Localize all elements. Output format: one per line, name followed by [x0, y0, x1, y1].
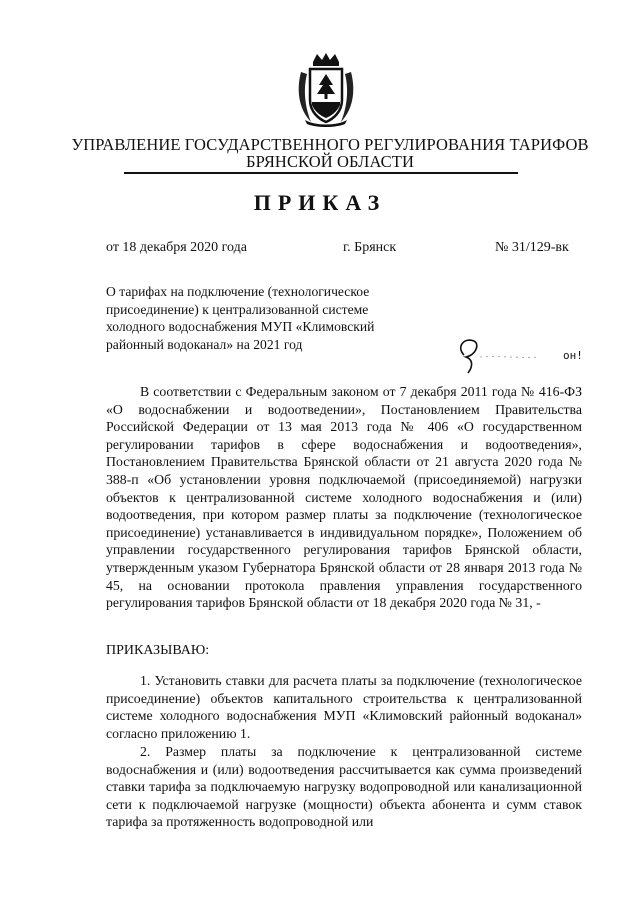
document-city: г. Брянск: [343, 240, 397, 255]
order-heading: ПРИКАЗЫВАЮ:: [106, 643, 210, 658]
header-divider: [124, 172, 518, 174]
organization-name-line1: УПРАВЛЕНИЕ ГОСУДАРСТВЕННОГО РЕГУЛИРОВАНИЯ ТАРИФОВ: [71, 135, 589, 154]
document-date: от 18 декабря 2020 года: [106, 240, 247, 255]
organization-name-line2: БРЯНСКОЙ ОБЛАСТИ: [246, 152, 414, 171]
document-subject: О тарифах на подключение (технологическое присоединение) к централизованной системе холодного водоснабжения МУП «Климовский районный водоканал» на 2021 год: [106, 284, 375, 352]
preamble-paragraph: [106, 383, 582, 612]
document-number: № 31/129-вк: [495, 240, 569, 255]
order-item-1: [106, 672, 582, 742]
document-title: ПРИКАЗ: [253, 190, 387, 215]
signature-note: он!: [563, 349, 583, 362]
preamble-text: В соответствии с Федеральным законом от 7 декабря 2011 года № 416-ФЗ «О водоснабжении и водоотведении», Постановлением Правительства Российской Федерации от 13 мая 2013 года № 406 «О государственном регулировании тарифов в сфере водоснабжения и водоотведения», Постановлением Правительства Брянской области от 21 августа 2020 года № 388-п «Об установлении уровня подключаемой (присоединяемой) нагрузки объектов к централизованной системе холодного водоснабжения и (или) водоотведения, при котором размер платы за подключение (технологическое присоединение) устанавливается в индивидуальном порядке», Положением об управлении государственного регулирования тарифов Брянской области, утвержденным указом Губернатора Брянской области от 28 января 2013 года № 45, на основании протокола правления управления государственного регулирования тарифов Брянской области от 18 декабря 2020 года № 31, -: [106, 384, 582, 611]
order-item-text: 2. Размер платы за подключение к централизованной системе водоснабжения и (или) водоотведения рассчитывается как сумма произведений ставки тарифа за подключаемую нагрузку водопроводной или канализационной сети к подключаемой нагрузке (мощности) объекта абонента и сумм ставок тарифа за протяженность водопроводной или: [106, 744, 582, 830]
order-item-2: [106, 743, 582, 831]
coat-of-arms-icon: [295, 52, 357, 128]
order-item-text: 1. Установить ставки для расчета платы за подключение (технологическое присоединение) объектов капитального строительства к централизованной системе холодного водоснабжения МУП «Климовский районный водоканал» согласно приложению 1.: [106, 673, 582, 741]
